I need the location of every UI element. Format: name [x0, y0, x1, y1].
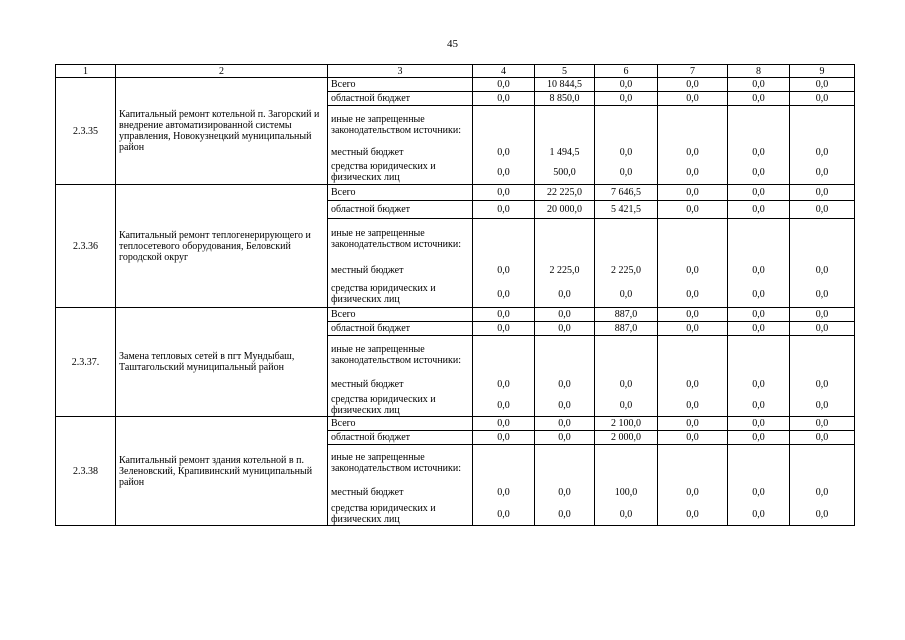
source-total-label: Всего — [328, 308, 473, 322]
value-cell: 0,0 — [497, 264, 510, 276]
column-number-cell: 7 — [658, 65, 728, 78]
value-cell: 0,0 — [595, 78, 658, 92]
value-cell: 0,0 — [658, 185, 728, 201]
spacer — [595, 219, 657, 259]
value-cell: 0,0 — [790, 201, 855, 219]
spacer — [658, 336, 727, 374]
column-number-cell: 2 — [116, 65, 328, 78]
budget-table — [55, 64, 855, 526]
value-cell: 0,0 — [658, 78, 728, 92]
project-total-row — [56, 185, 855, 201]
value-cell: 0,0 — [728, 322, 790, 336]
source-legal-label: средства юридических и физических лиц — [331, 503, 436, 525]
column-number-cell: 1 — [56, 65, 116, 78]
value-cell: 10 844,5 — [535, 78, 595, 92]
value-cell: 2 100,0 — [595, 417, 658, 431]
project-code: 2.3.35 — [56, 78, 116, 185]
value-cell: 0,0 — [752, 486, 765, 498]
value-cell: 0,0 — [658, 431, 728, 445]
column-number-cell: 9 — [790, 65, 855, 78]
value-cell: 0,0 — [686, 146, 699, 158]
value-stack-cell — [595, 106, 658, 185]
value-cell: 0,0 — [686, 486, 699, 498]
spacer — [728, 445, 789, 481]
spacer — [535, 445, 594, 481]
spacer — [790, 219, 854, 259]
value-cell: 0,0 — [686, 166, 699, 178]
value-cell: 0,0 — [815, 508, 829, 520]
value-cell: 0,0 — [728, 78, 790, 92]
spacer — [790, 445, 854, 481]
column-number-cell: 6 — [595, 65, 658, 78]
column-number-cell: 8 — [728, 65, 790, 78]
value-cell: 0,0 — [815, 288, 829, 300]
project-name: Капитальный ремонт теплогенерирующего и теплосетевого оборудования, Беловский городской округ — [116, 185, 328, 308]
spacer — [658, 106, 727, 144]
value-stack-cell — [658, 336, 728, 417]
spacer — [535, 219, 594, 259]
value-cell: 2 000,0 — [595, 431, 658, 445]
spacer — [728, 106, 789, 144]
value-stack-cell — [473, 336, 535, 417]
column-number-cell: 5 — [535, 65, 595, 78]
value-cell: 0,0 — [595, 92, 658, 106]
value-cell: 0,0 — [497, 166, 510, 178]
value-cell: 0,0 — [619, 378, 633, 390]
value-stack-cell — [658, 106, 728, 185]
value-cell: 0,0 — [752, 399, 765, 411]
project-name: Замена тепловых сетей в пгт Мундыбаш, Таштагольский муниципальный район — [116, 308, 328, 417]
value-cell: 0,0 — [728, 201, 790, 219]
value-cell: 0,0 — [473, 322, 535, 336]
source-other-label: иные не запрещенные законодательством источники: — [331, 228, 462, 250]
value-cell: 0,0 — [497, 378, 510, 390]
value-cell: 0,0 — [728, 431, 790, 445]
value-cell: 0,0 — [535, 417, 595, 431]
value-stack-cell — [535, 336, 595, 417]
source-other-label: иные не запрещенные законодательством источники: — [331, 114, 462, 136]
value-cell: 0,0 — [728, 92, 790, 106]
value-cell: 0,0 — [497, 146, 510, 158]
value-stack-cell — [790, 219, 855, 308]
spacer — [728, 219, 789, 259]
value-cell: 0,0 — [497, 486, 510, 498]
value-cell: 0,0 — [473, 431, 535, 445]
value-cell: 0,0 — [658, 308, 728, 322]
spacer — [595, 445, 657, 481]
source-total-label: Всего — [328, 417, 473, 431]
value-cell: 0,0 — [728, 308, 790, 322]
value-cell: 887,0 — [595, 322, 658, 336]
value-cell: 0,0 — [686, 399, 699, 411]
value-cell: 100,0 — [614, 486, 638, 498]
spacer — [595, 336, 657, 374]
spacer — [658, 445, 727, 481]
spacer — [790, 106, 854, 144]
value-cell: 0,0 — [658, 201, 728, 219]
value-cell: 0,0 — [535, 431, 595, 445]
value-cell: 0,0 — [790, 322, 855, 336]
project-total-row — [56, 78, 855, 92]
value-cell: 5 421,5 — [595, 201, 658, 219]
value-cell: 0,0 — [473, 92, 535, 106]
source-other-label: иные не запрещенные законодательством источники: — [331, 344, 462, 366]
value-cell: 0,0 — [686, 508, 699, 520]
value-cell: 0,0 — [658, 322, 728, 336]
value-stack-cell — [790, 336, 855, 417]
value-stack-cell — [535, 219, 595, 308]
value-cell: 0,0 — [752, 146, 765, 158]
other-sources-cell — [328, 445, 473, 526]
value-cell: 7 646,5 — [595, 185, 658, 201]
value-stack-cell — [473, 219, 535, 308]
value-cell: 0,0 — [790, 185, 855, 201]
value-cell: 0,0 — [752, 264, 765, 276]
spacer — [535, 106, 594, 144]
source-regional-label: областной бюджет — [328, 201, 473, 219]
spacer — [790, 336, 854, 374]
value-cell: 0,0 — [497, 399, 510, 411]
column-number-cell: 3 — [328, 65, 473, 78]
spacer — [658, 219, 727, 259]
value-cell: 0,0 — [815, 486, 829, 498]
value-cell: 0,0 — [473, 78, 535, 92]
value-cell: 22 225,0 — [535, 185, 595, 201]
source-local-label: местный бюджет — [331, 264, 404, 276]
value-cell: 0,0 — [473, 417, 535, 431]
value-cell: 0,0 — [558, 378, 571, 390]
value-cell: 2 225,0 — [549, 264, 580, 276]
value-cell: 0,0 — [815, 399, 829, 411]
source-total-label: Всего — [328, 185, 473, 201]
value-cell: 0,0 — [558, 288, 571, 300]
value-cell: 0,0 — [658, 92, 728, 106]
value-stack-cell — [595, 336, 658, 417]
other-sources-cell — [328, 219, 473, 308]
column-number-cell: 4 — [473, 65, 535, 78]
value-cell: 887,0 — [595, 308, 658, 322]
value-cell: 0,0 — [790, 417, 855, 431]
spacer — [728, 336, 789, 374]
value-cell: 0,0 — [686, 288, 699, 300]
value-cell: 1 494,5 — [549, 146, 580, 158]
spacer — [473, 219, 534, 259]
project-name: Капитальный ремонт котельной п. Загорский и внедрение автоматизированной системы управления, Новокузнецкий муниципальный район — [116, 78, 328, 185]
value-cell: 0,0 — [686, 378, 699, 390]
value-cell: 0,0 — [619, 288, 633, 300]
source-regional-label: областной бюджет — [328, 92, 473, 106]
value-cell: 0,0 — [497, 508, 510, 520]
value-cell: 0,0 — [535, 308, 595, 322]
value-stack-cell — [473, 445, 535, 526]
source-local-label: местный бюджет — [331, 146, 404, 158]
value-stack-cell — [790, 445, 855, 526]
source-legal-label: средства юридических и физических лиц — [331, 283, 436, 305]
value-cell: 8 850,0 — [535, 92, 595, 106]
source-local-label: местный бюджет — [331, 486, 404, 498]
spacer — [473, 106, 534, 144]
value-stack-cell — [595, 445, 658, 526]
project-name: Капитальный ремонт здания котельной в п. Зеленовский, Крапивинский муниципальный район — [116, 417, 328, 526]
value-cell: 0,0 — [752, 378, 765, 390]
value-cell: 0,0 — [473, 185, 535, 201]
value-stack-cell — [790, 106, 855, 185]
value-cell: 0,0 — [815, 146, 829, 158]
value-cell: 20 000,0 — [535, 201, 595, 219]
project-code: 2.3.38 — [56, 417, 116, 526]
value-cell: 500,0 — [553, 166, 576, 178]
source-other-label: иные не запрещенные законодательством источники: — [331, 452, 462, 474]
source-regional-label: областной бюджет — [328, 322, 473, 336]
value-cell: 0,0 — [619, 166, 633, 178]
value-stack-cell — [728, 106, 790, 185]
other-sources-cell — [328, 336, 473, 417]
page-number: 45 — [447, 38, 458, 50]
value-stack-cell — [595, 219, 658, 308]
value-cell: 0,0 — [558, 399, 571, 411]
value-cell: 0,0 — [752, 166, 765, 178]
value-cell: 0,0 — [619, 146, 633, 158]
value-cell: 0,0 — [619, 508, 633, 520]
project-code: 2.3.37. — [56, 308, 116, 417]
value-stack-cell — [658, 445, 728, 526]
source-regional-label: областной бюджет — [328, 431, 473, 445]
value-stack-cell — [473, 106, 535, 185]
source-local-label: местный бюджет — [331, 378, 404, 390]
spacer — [535, 336, 594, 374]
value-cell: 0,0 — [790, 78, 855, 92]
value-stack-cell — [658, 219, 728, 308]
project-total-row — [56, 308, 855, 322]
value-cell: 0,0 — [752, 508, 765, 520]
spacer — [473, 445, 534, 481]
value-cell: 0,0 — [497, 288, 510, 300]
value-cell: 0,0 — [473, 308, 535, 322]
value-cell: 0,0 — [790, 431, 855, 445]
other-sources-cell — [328, 106, 473, 185]
project-code: 2.3.36 — [56, 185, 116, 308]
project-total-row — [56, 417, 855, 431]
value-cell: 0,0 — [815, 378, 829, 390]
value-cell: 0,0 — [686, 264, 699, 276]
value-cell: 0,0 — [658, 417, 728, 431]
value-stack-cell — [535, 445, 595, 526]
spacer — [473, 336, 534, 374]
value-stack-cell — [728, 445, 790, 526]
value-cell: 2 225,0 — [611, 264, 641, 276]
value-cell: 0,0 — [790, 308, 855, 322]
value-cell: 0,0 — [728, 417, 790, 431]
value-stack-cell — [728, 219, 790, 308]
source-legal-label: средства юридических и физических лиц — [331, 394, 436, 416]
value-cell: 0,0 — [558, 486, 571, 498]
source-legal-label: средства юридических и физических лиц — [331, 161, 436, 183]
source-total-label: Всего — [328, 78, 473, 92]
value-cell: 0,0 — [558, 508, 571, 520]
value-cell: 0,0 — [473, 201, 535, 219]
value-cell: 0,0 — [728, 185, 790, 201]
value-cell: 0,0 — [790, 92, 855, 106]
value-stack-cell — [535, 106, 595, 185]
value-stack-cell — [728, 336, 790, 417]
value-cell: 0,0 — [535, 322, 595, 336]
value-cell: 0,0 — [752, 288, 765, 300]
column-number-row — [56, 65, 855, 78]
value-cell: 0,0 — [815, 264, 829, 276]
spacer — [595, 106, 657, 144]
value-cell: 0,0 — [619, 399, 633, 411]
value-cell: 0,0 — [815, 166, 829, 178]
